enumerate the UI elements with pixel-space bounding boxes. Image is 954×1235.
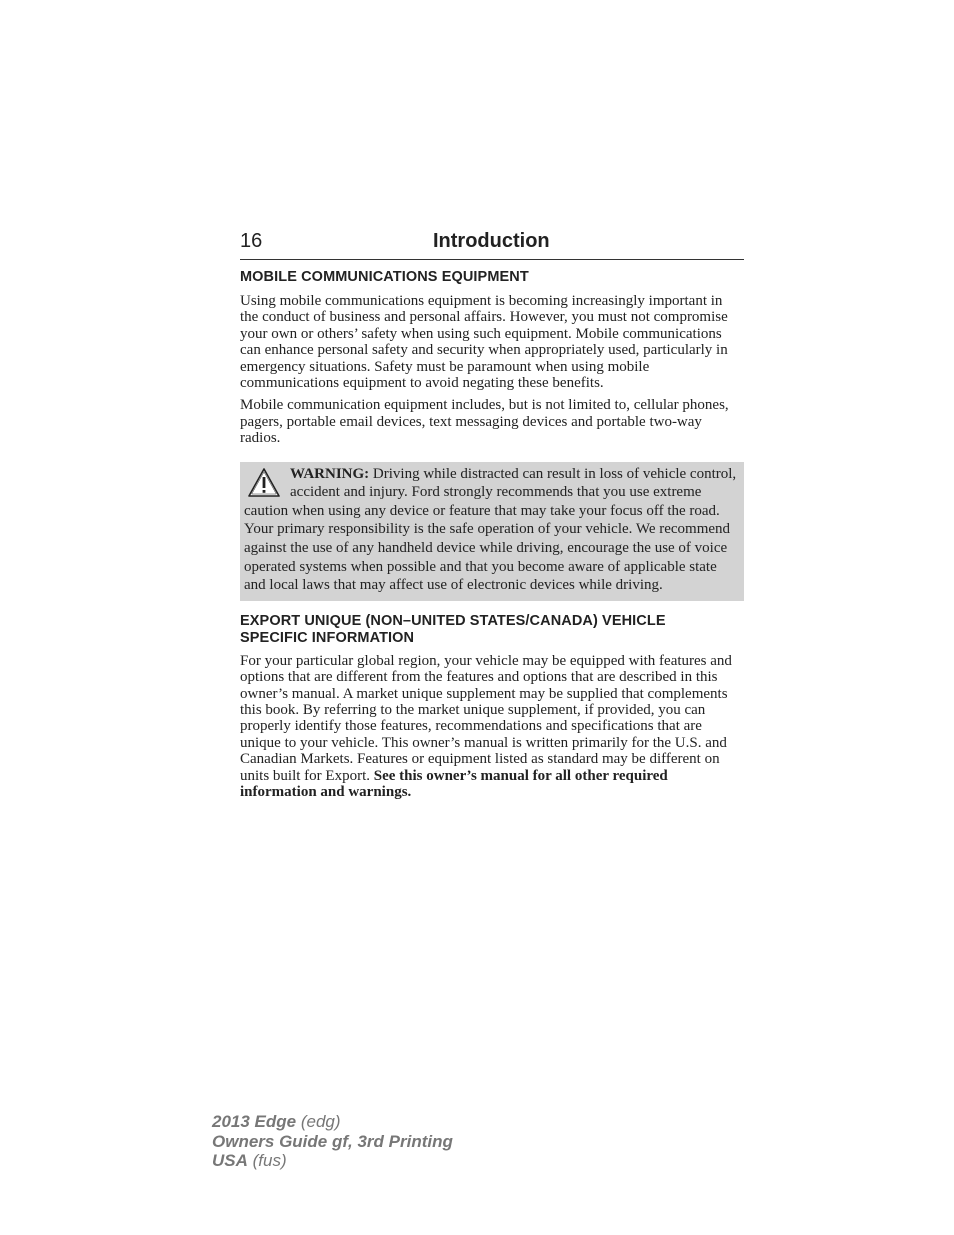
export-unique-heading: [240, 613, 744, 647]
page-number: 16: [240, 230, 263, 252]
warning-triangle-icon: [247, 466, 281, 500]
export-unique-bold-text: See this owner’s manual for all other required information and warnings.: [240, 767, 668, 801]
warning-text: Driving while distracted can result in loss of vehicle control, accident and injury. Ford strongly recommends that you use extreme caution when using any device or feature that may take your focus off the road. Your primary responsibility is the safe operation of your vehicle. We recommend against the use of any handheld device while driving, encourage the use of voice operated systems when possible and that you become aware of applicable state and local laws that may affect use of electronic devices while driving.: [244, 465, 737, 594]
footer-market-code: (fus): [247, 1151, 287, 1170]
warning-label: WARNING:: [290, 465, 370, 482]
warning-box: [240, 462, 744, 601]
export-unique-paragraph: [240, 653, 744, 801]
footer-line-3: [212, 1151, 453, 1171]
footer-line-2: [212, 1132, 453, 1152]
export-unique-heading-line1: EXPORT UNIQUE (NON–UNITED STATES/CANADA) VEHICLE: [240, 612, 666, 629]
section-title: Introduction: [433, 230, 550, 252]
page-content: [240, 228, 744, 800]
footer-market: USA: [212, 1151, 248, 1170]
mobile-communications-heading: MOBILE COMMUNICATIONS EQUIPMENT: [240, 269, 529, 285]
export-unique-text: For your particular global region, your vehicle may be equipped with features and options that are different from the features and options that are described in this owner’s manual. A market unique supplement may be supplied that complements this book. By referring to the market unique supplement, if provided, you can properly identify those features, recommendations and specifications that are unique to your vehicle. This owner’s manual is written primarily for the U.S. and Canadian Markets. Features or equipment listed as standard may be different on units built for Export.: [240, 652, 732, 784]
export-unique-heading-line2: SPECIFIC INFORMATION: [240, 629, 415, 646]
footer-guide: Owners Guide gf, 3rd Printing: [212, 1131, 453, 1151]
footer-model-code: (edg): [296, 1112, 341, 1131]
mobile-communications-paragraph-1: Using mobile communications equipment is becoming increasingly important in the conduct of business and personal affairs. However, you must not compromise your own or others’ safety when using such equipment. Mobile communications can enhance personal safety and security when appropriately used, particularly in emergency situations. Safety must be paramount when using mobile communications equipment to avoid negating these benefits.: [240, 293, 728, 392]
page-footer: [212, 1112, 453, 1171]
page-header: [240, 228, 744, 260]
footer-line-1: [212, 1112, 453, 1132]
mobile-communications-paragraph-2: Mobile communication equipment includes, but is not limited to, cellular phones, pagers, portable email devices, text messaging devices and portable two-way radios.: [240, 397, 729, 447]
footer-model: 2013 Edge: [212, 1112, 297, 1131]
